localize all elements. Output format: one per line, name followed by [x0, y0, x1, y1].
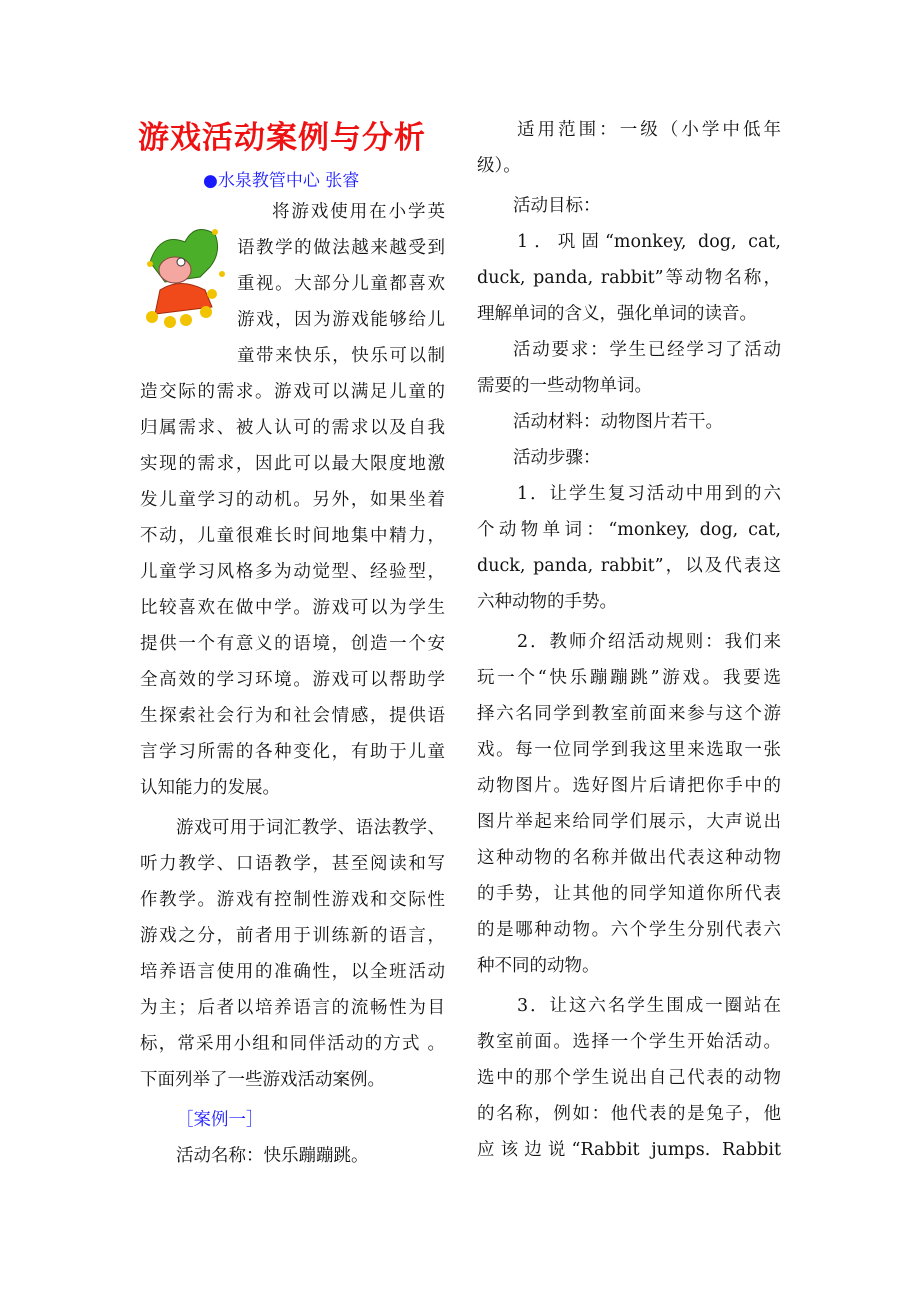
- text-line: 活动目标：: [513, 196, 601, 216]
- right-column: [477, 112, 781, 1168]
- text-line: 重视。大部分儿童都喜欢: [237, 274, 445, 294]
- text-line: 儿童学习风格多为动觉型、经验型，: [140, 562, 445, 582]
- text-line: 语教学的做法越来越受到: [237, 238, 445, 258]
- text-line: 个动物单词：“monkey, dog, cat,: [477, 520, 781, 540]
- text-line: 的手势，让其他的同学知道你所代表: [477, 884, 781, 904]
- text-line: 标，常采用小组和同伴活动的方式 。: [140, 1034, 445, 1054]
- text-line: 适用范围：一级（小学中低年: [517, 120, 781, 140]
- text-line: 需要的一些动物单词。: [477, 376, 652, 396]
- text-line: 活动步骤：: [513, 448, 601, 468]
- text-line: 将游戏使用在小学英: [272, 202, 445, 222]
- text-line: duck, panda, rabbit”，以及代表这: [477, 556, 781, 576]
- text-line: 的名称，例如：他代表的是兔子，他: [477, 1104, 781, 1124]
- text-line: 动物图片。选好图片后请把你手中的: [477, 776, 781, 796]
- text-line: 全高效的学习环境。游戏可以帮助学: [140, 670, 445, 690]
- text-line: 生探索社会行为和社会情感，提供语: [140, 706, 445, 726]
- text-line: 教室前面。选择一个学生开始活动。: [477, 1032, 781, 1052]
- text-line: 培养语言使用的准确性，以全班活动: [140, 962, 445, 982]
- text-line: 这种动物的名称并做出代表这种动物: [477, 848, 781, 868]
- text-line: 为主；后者以培养语言的流畅性为目: [140, 998, 445, 1018]
- author-line: ●水泉教管中心 张睿: [203, 171, 360, 191]
- document-title: 游戏活动案例与分析: [138, 120, 426, 156]
- text-line: 择六名同学到教室前面来参与这个游: [477, 704, 781, 724]
- text-line: 应该边说“Rabbit jumps. Rabbit: [477, 1140, 781, 1160]
- text-line: duck, panda, rabbit”等动物名称，: [477, 268, 781, 288]
- text-line: 图片举起来给同学们展示，大声说出: [477, 812, 781, 832]
- text-line: 选中的那个学生说出自己代表的动物: [477, 1068, 781, 1088]
- text-line: 的是哪种动物。六个学生分别代表六: [477, 920, 781, 940]
- left-column: [140, 194, 445, 1174]
- text-line: 1．让学生复习活动中用到的六: [517, 484, 781, 504]
- text-line: 六种动物的手势。: [477, 592, 617, 612]
- text-line: 1．巩固“monkey, dog, cat,: [517, 232, 781, 252]
- text-line: 下面列举了一些游戏活动案例。: [140, 1070, 385, 1090]
- text-line: 发儿童学习的动机。另外，如果坐着: [140, 490, 445, 510]
- text-line: 级）。: [477, 156, 521, 176]
- text-line: 游戏，因为游戏能够给儿: [237, 310, 445, 330]
- text-line: 玩一个“快乐蹦蹦跳”游戏。我要选: [477, 668, 781, 688]
- text-line: 活动材料：动物图片若干。: [513, 412, 723, 432]
- text-line: 戏。每一位同学到我这里来选取一张: [477, 740, 781, 760]
- text-line: 言学习所需的各种变化，有助于儿童: [140, 742, 445, 762]
- text-line: 作教学。游戏有控制性游戏和交际性: [140, 890, 445, 910]
- text-line: 童带来快乐，快乐可以制: [237, 346, 445, 366]
- text-line: 2．教师介绍活动规则：我们来: [517, 632, 781, 652]
- text-line: 实现的需求，因此可以最大限度地激: [140, 454, 445, 474]
- text-line: 比较喜欢在做中学。游戏可以为学生: [140, 598, 445, 618]
- text-line: 认知能力的发展。: [140, 778, 280, 798]
- text-line: 理解单词的含义，强化单词的读音。: [477, 304, 757, 324]
- case-heading: ［案例一］: [176, 1110, 264, 1130]
- text-line: 种不同的动物。: [477, 956, 600, 976]
- text-line: 活动要求：学生已经学习了活动: [513, 340, 781, 360]
- text-line: 提供一个有意义的语境，创造一个安: [140, 634, 445, 654]
- text-line: 活动名称：快乐蹦蹦跳。: [176, 1146, 369, 1166]
- text-line: 游戏可用于词汇教学、语法教学、: [176, 818, 445, 838]
- text-line: 不动，儿童很难长时间地集中精力，: [140, 526, 445, 546]
- text-line: 3．让这六名学生围成一圈站在: [517, 996, 781, 1016]
- text-line: 归属需求、被人认可的需求以及自我: [140, 418, 445, 438]
- text-line: 游戏之分，前者用于训练新的语言，: [140, 926, 445, 946]
- text-line: 听力教学、口语教学，甚至阅读和写: [140, 854, 445, 874]
- text-line: 造交际的需求。游戏可以满足儿童的: [140, 382, 445, 402]
